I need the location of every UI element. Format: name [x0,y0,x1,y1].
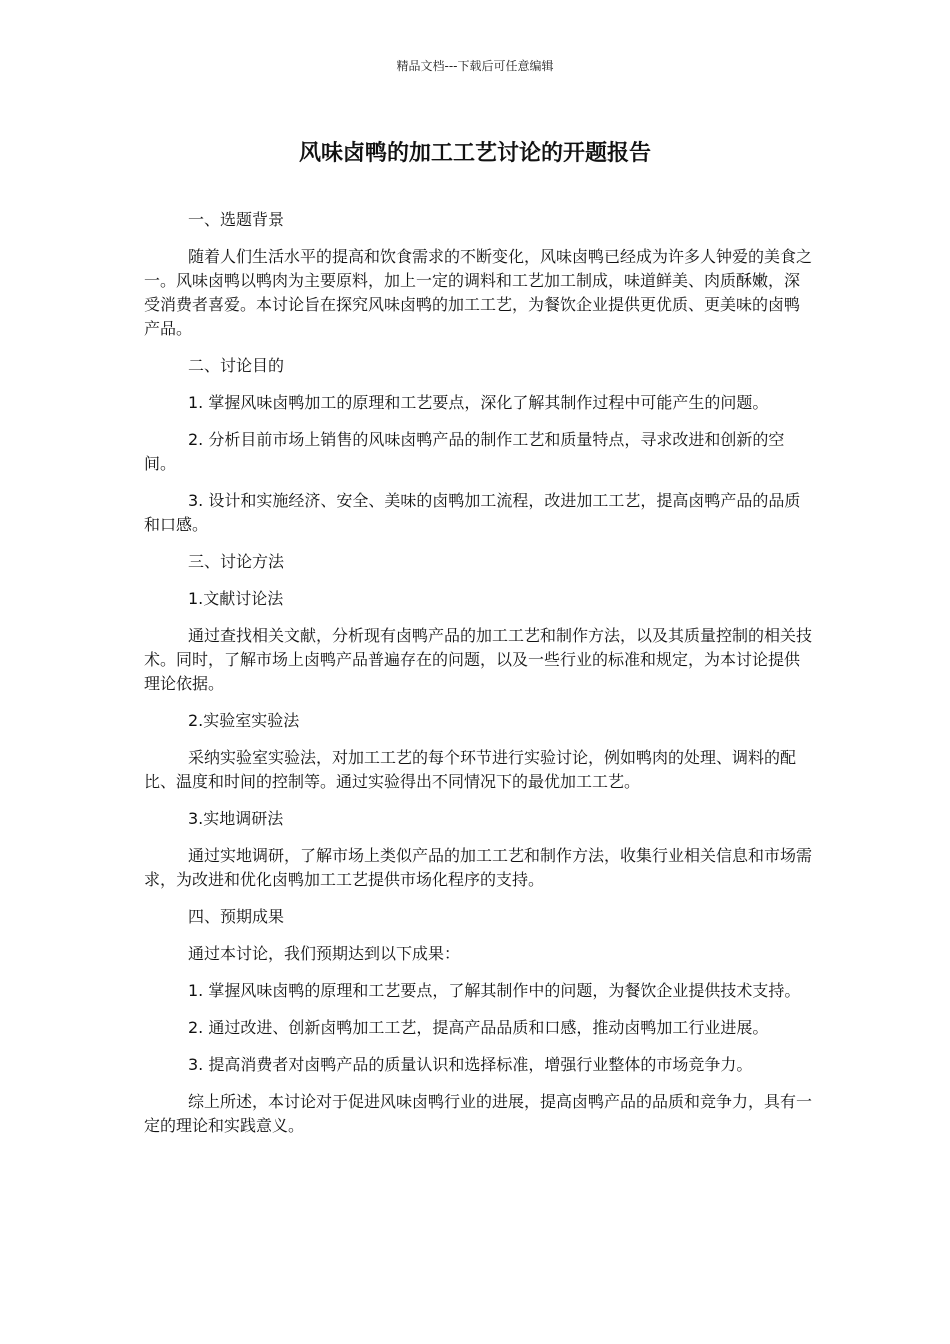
section-heading-background: 一、选题背景 [188,210,285,229]
paragraph-background: 随着人们生活水平的提高和饮食需求的不断变化，风味卤鸭已经成为许多人钟爱的美食之一。风味卤鸭以鸭肉为主要原料，加上一定的调料和工艺加工制成，味道鲜美、肉质酥嫩，深受消费者喜爱。本讨论旨在探究风味卤鸭的加工工艺，为餐饮企业提供更优质、更美味的卤鸭产品。 [144,247,813,338]
outcome-item-1: 1. 掌握风味卤鸭的原理和工艺要点，了解其制作中的问题，为餐饮企业提供技术支持。 [188,981,801,1000]
purpose-item-1: 1. 掌握风味卤鸭加工的原理和工艺要点，深化了解其制作过程中可能产生的问题。 [188,393,769,412]
method-paragraph-field: 通过实地调研，了解市场上类似产品的加工工艺和制作方法，收集行业相关信息和市场需求，为改进和优化卤鸭加工工艺提供市场化程序的支持。 [144,846,813,889]
outcome-item-3: 3. 提高消费者对卤鸭产品的质量认识和选择标准，增强行业整体的市场竞争力。 [188,1055,753,1074]
page-header-note: 精品文档---下载后可任意编辑 [396,59,554,73]
method-paragraph-lab: 采纳实验室实验法，对加工工艺的每个环节进行实验讨论，例如鸭肉的处理、调料的配比、温度和时间的控制等。通过实验得出不同情况下的最优加工工艺。 [144,748,797,791]
conclusion-paragraph: 综上所述，本讨论对于促进风味卤鸭行业的进展，提高卤鸭产品的品质和竞争力，具有一定的理论和实践意义。 [144,1092,813,1135]
outcomes-intro: 通过本讨论，我们预期达到以下成果： [188,944,461,963]
section-heading-outcomes: 四、预期成果 [188,907,285,926]
method-heading-field: 3.实地调研法 [188,809,284,828]
purpose-item-2: 2. 分析目前市场上销售的风味卤鸭产品的制作工艺和质量特点，寻求改进和创新的空间。 [144,430,785,473]
section-heading-purpose: 二、讨论目的 [188,356,285,375]
method-paragraph-literature: 通过查找相关文献，分析现有卤鸭产品的加工工艺和制作方法，以及其质量控制的相关技术。同时，了解市场上卤鸭产品普遍存在的问题，以及一些行业的标准和规定，为本讨论提供理论依据。 [144,626,813,693]
outcome-item-2: 2. 通过改进、创新卤鸭加工工艺，提高产品品质和口感，推动卤鸭加工行业进展。 [188,1018,769,1037]
purpose-item-3: 3. 设计和实施经济、安全、美味的卤鸭加工流程，改进加工工艺，提高卤鸭产品的品质和口感。 [144,491,801,534]
method-heading-lab: 2.实验室实验法 [188,711,300,730]
document-title: 风味卤鸭的加工工艺讨论的开题报告 [298,141,651,166]
section-heading-methods: 三、讨论方法 [188,552,285,571]
document-body [144,208,812,1151]
method-heading-literature: 1.文献讨论法 [188,589,284,608]
